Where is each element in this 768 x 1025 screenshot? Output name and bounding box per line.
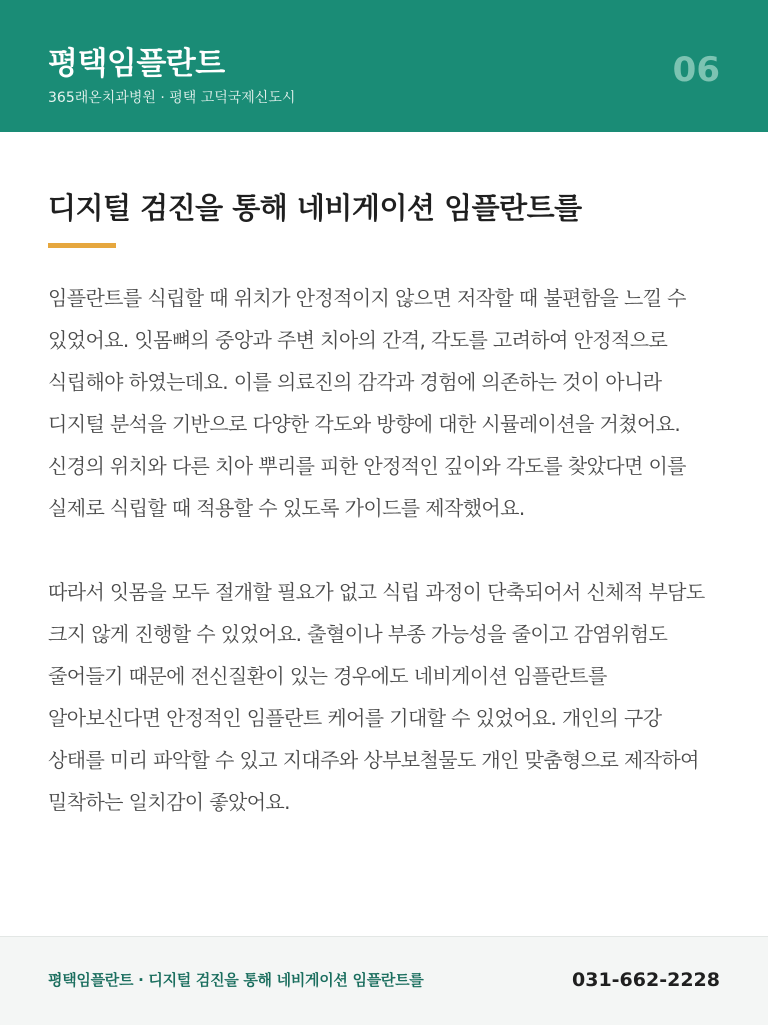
page-footer: [0, 936, 768, 1025]
heading-accent-bar: [48, 243, 116, 248]
footer-caption: 평택임플란트 · 디지털 검진을 통해 네비게이션 임플란트를: [48, 971, 424, 989]
page-number: 06: [672, 50, 720, 90]
article-body: [48, 132, 720, 823]
article-paragraph-1: 임플란트를 식립할 때 위치가 안정적이지 않으면 저작할 때 불편함을 느낄 수 있었어요. 잇몸뼈의 중앙과 주변 치아의 간격, 각도를 고려하여 안정적으로 식립해야 하였는데요. 이를 의료진의 감각과 경험에 의존하는 것이 아니라 디지털 분석을 기반으로 다양한 각도와 방향에 대한 시뮬레이션을 거쳤어요. 신경의 위치와 다른 치아 뿌리를 피한 안정적인 깊이와 각도를 찾았다면 이를 실제로 식립할 때 적용할 수 있도록 가이드를 제작했어요.: [48, 286, 686, 520]
brand-subtitle: 365래온치과병원 · 평택 고덕국제신도시: [48, 90, 296, 106]
footer-phone-number: 031-662-2228: [572, 969, 720, 991]
article-paragraph-2: 따라서 잇몸을 모두 절개할 필요가 없고 식립 과정이 단축되어서 신체적 부담도 크지 않게 진행할 수 있었어요. 출혈이나 부종 가능성을 줄이고 감염위험도 줄어들기 때문에 전신질환이 있는 경우에도 네비게이션 임플란트를 알아보신다면 안정적인 임플란트 케어를 기대할 수 있었어요. 개인의 구강 상태를 미리 파악할 수 있고 지대주와 상부보철물도 개인 맞춤형으로 제작하여 밀착하는 일치감이 좋았어요.: [48, 580, 705, 814]
article-heading: 디지털 검진을 통해 네비게이션 임플란트를: [48, 191, 582, 225]
page-header: [0, 0, 768, 132]
brand-title: 평택임플란트: [48, 46, 225, 82]
